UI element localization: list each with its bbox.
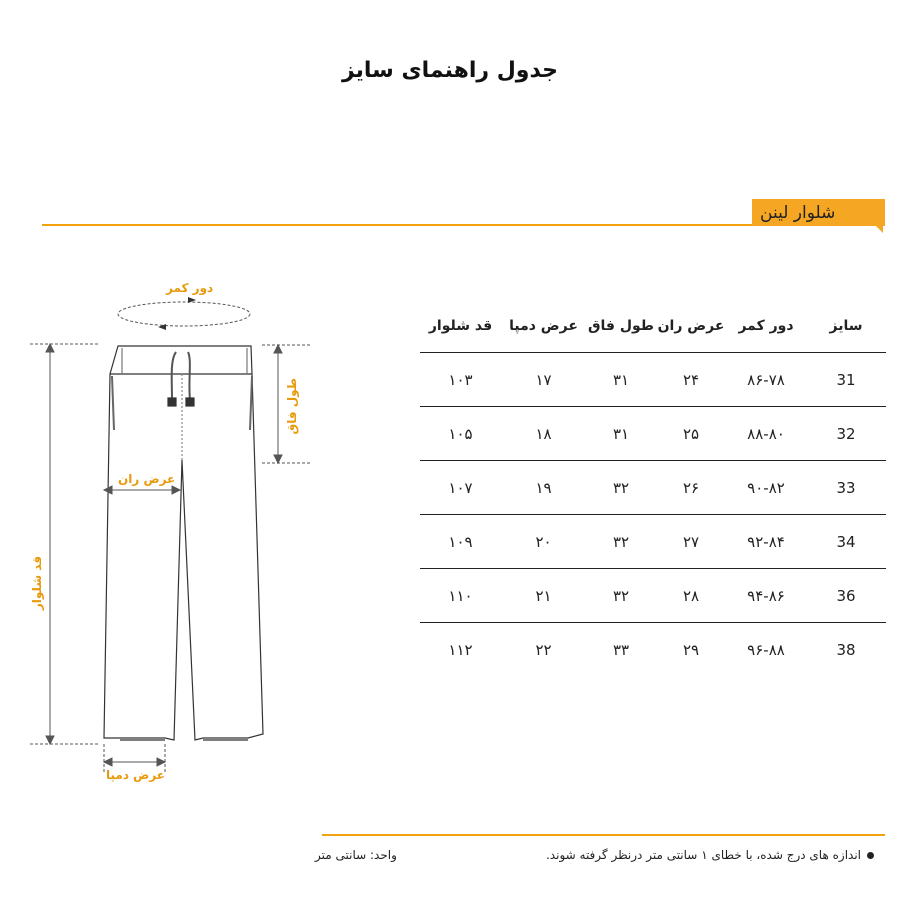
hem-label: عرض دمپا (106, 768, 165, 782)
header-hem: عرض دمپا (501, 300, 586, 353)
cell-size: 33 (806, 461, 886, 515)
header-rise: طول فاق (586, 300, 656, 353)
cell-hem: ۱۸ (501, 407, 586, 461)
table-row (420, 623, 886, 677)
size-table (420, 300, 886, 676)
cell-rise: ۳۱ (586, 407, 656, 461)
cell-size: 32 (806, 407, 886, 461)
bullet-icon (867, 852, 874, 859)
cell-size: 34 (806, 515, 886, 569)
cell-hem: ۲۱ (501, 569, 586, 623)
table-row (420, 407, 886, 461)
cell-waist: ۹۶-۸۸ (747, 640, 785, 659)
cell-thigh: ۲۵ (656, 407, 726, 461)
cell-length: ۱۰۷ (420, 461, 501, 515)
cell-size: 31 (806, 353, 886, 407)
header-size: سایز (806, 300, 886, 353)
tolerance-note (546, 848, 874, 862)
cell-thigh: ۲۹ (682, 640, 700, 659)
footer-divider (322, 834, 885, 836)
header-length: قد شلوار (420, 300, 501, 353)
cell-waist: ۹۰-۸۲ (726, 461, 806, 515)
cell-length: ۱۰۹ (420, 515, 501, 569)
cell-waist: ۸۸-۸۰ (726, 407, 806, 461)
cell-thigh: ۲۴ (656, 353, 726, 407)
table-header-row (420, 300, 886, 353)
unit-label: واحد: سانتی متر (315, 848, 397, 862)
thigh-label: عرض ران (118, 472, 176, 486)
cell-length: ۱۰۳ (420, 353, 501, 407)
thigh-measure-line (104, 486, 180, 494)
cell-rise: ۳۲ (586, 461, 656, 515)
tolerance-note-text: اندازه های درج شده، با خطای ۱ سانتی متر درنظر گرفته شوند. (545, 848, 861, 862)
cell-length: ۱۱۰ (420, 569, 501, 623)
page-title: جدول راهنمای سایز (341, 58, 559, 83)
section-label: شلوار لینن (752, 199, 885, 226)
cell-length: ۱۱۲ (448, 640, 473, 659)
cell-size: 36 (806, 569, 886, 623)
rise-label: طول فاق (285, 378, 299, 435)
cell-rise: ۳۲ (586, 515, 656, 569)
cell-thigh: ۲۶ (656, 461, 726, 515)
cell-rise: ۳۱ (586, 353, 656, 407)
cell-thigh: ۲۸ (656, 569, 726, 623)
cell-hem: ۲۲ (535, 640, 552, 659)
cell-size: 38 (836, 640, 856, 659)
cell-hem: ۱۷ (501, 353, 586, 407)
cell-hem: ۲۰ (501, 515, 586, 569)
table-row (420, 569, 886, 623)
length-measure-line (30, 344, 98, 744)
waist-measure-icon (118, 297, 250, 330)
cell-rise: ۳۲ (586, 569, 656, 623)
cell-waist: ۸۶-۷۸ (726, 353, 806, 407)
table-row (420, 515, 886, 569)
header-waist: دور کمر (726, 300, 806, 353)
table-row (420, 353, 886, 407)
cell-hem: ۱۹ (501, 461, 586, 515)
cell-waist: ۹۲-۸۴ (726, 515, 806, 569)
cell-waist: ۹۴-۸۶ (726, 569, 806, 623)
pants-outline (104, 346, 263, 740)
length-label: قد شلوار (30, 555, 44, 611)
cell-thigh: ۲۷ (656, 515, 726, 569)
cell-length: ۱۰۵ (420, 407, 501, 461)
header-thigh: عرض ران (656, 300, 726, 353)
waist-label: دور کمر (166, 281, 214, 295)
table-row (420, 461, 886, 515)
cell-rise: ۳۳ (612, 640, 630, 659)
